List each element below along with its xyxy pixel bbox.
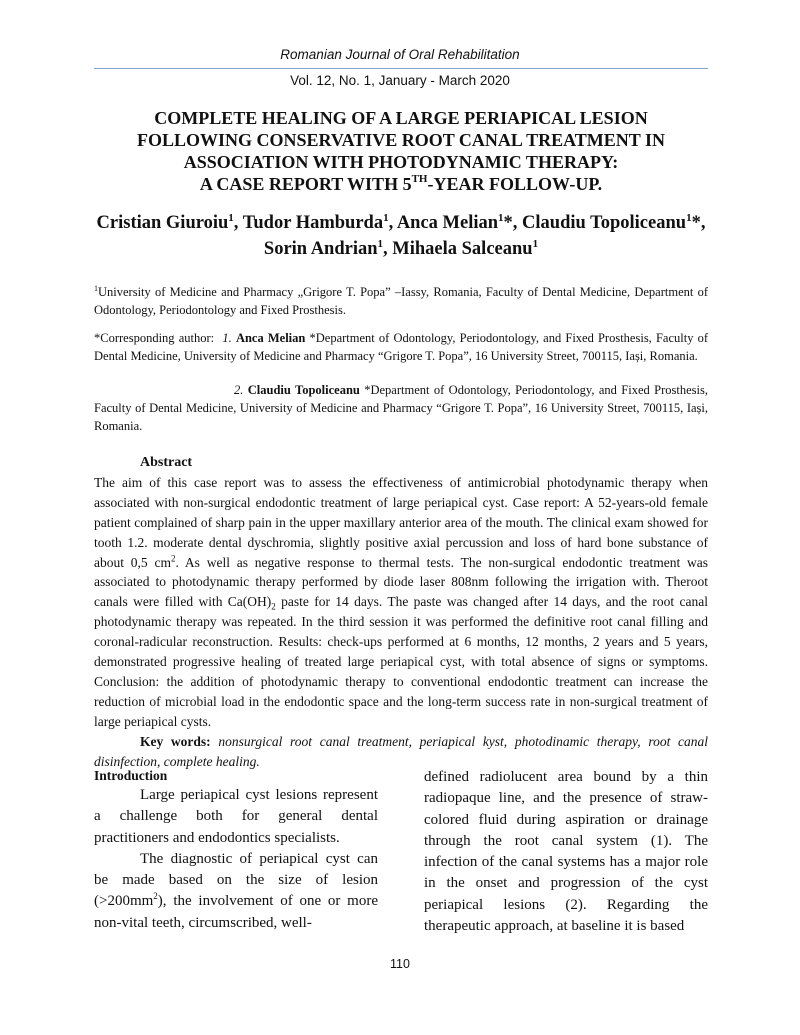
corresponding-author-1: *Corresponding author: 1. Anca Melian *Department of Odontology, Periodontology, and Fixed Prosthesis, Faculty of Dental Medicine, University of Medicine and Pharmacy “Grigore T. Popa”, 16 University Street, 700115, Iași, Romania. bbox=[94, 331, 709, 363]
intro-right-column bbox=[424, 767, 708, 937]
author-name: Cristian Giuroiu bbox=[96, 213, 229, 233]
corresponding-name: Claudiu Topoliceanu bbox=[247, 383, 360, 397]
page-number: 110 bbox=[390, 957, 410, 971]
author-name: Anca Melian bbox=[396, 213, 499, 233]
paragraph: Large periapical cyst lesions represent a challenge both for general dental practitioners and endodontics specialists. bbox=[94, 787, 378, 846]
abstract bbox=[94, 453, 708, 772]
volume-info: Vol. 12, No. 1, January - March 2020 bbox=[290, 73, 510, 88]
corresponding-author-2: 2. Claudiu Topoliceanu *Department of Odontology, Periodontology, and Fixed Prosthesis, Faculty of Dental Medicine, University of Medicine and Pharmacy “Grigore T. Popa”, 16 University Street, 700115, Iași, Romania. bbox=[94, 383, 708, 433]
paragraph: The diagnostic of periapical cyst can be made based on the size of lesion $(>200mm^2)$, the involvement of one or more non-vital teeth, circumscribed, well- bbox=[94, 850, 378, 931]
paper-title bbox=[94, 107, 708, 195]
journal-name: Romanian Journal of Oral Rehabilitation bbox=[280, 47, 520, 62]
intro-left-column bbox=[94, 767, 378, 934]
keywords: nonsurgical root canal treatment, periapical kyst, photodinamic therapy, root canal disinfection, complete healing. bbox=[94, 733, 708, 769]
section-heading: Introduction bbox=[94, 768, 168, 783]
abstract-heading: Abstract bbox=[140, 455, 193, 470]
title-line-2: FOLLOWING CONSERVATIVE ROOT CANAL TREATMENT IN bbox=[137, 130, 665, 150]
title-line-3: ASSOCIATION WITH PHOTODYNAMIC THERAPY: bbox=[183, 152, 619, 172]
author-line-2: Sorin Andrian$^1$, Mihaela Salceanu$^1$ bbox=[263, 237, 539, 259]
header-rule bbox=[94, 68, 708, 69]
affiliation: $^1$University of Medicine and Pharmacy „Grigore T. Popa” –Iassy, Romania, Faculty of Dental Medicine, Department of Odontology, Periodontology and Fixed Prosthesis. bbox=[94, 283, 708, 317]
title-line-4: A CASE REPORT WITH 5TH-YEAR FOLLOW-UP. bbox=[199, 173, 603, 194]
author-line-1: Cristian Giuroiu$^1$, Tudor Hamburda$^1$, Anca Melian$^1$*, Claudiu Topoliceanu$^1$*, bbox=[96, 211, 706, 233]
author-list bbox=[80, 210, 722, 262]
author-name: Mihaela Salceanu bbox=[392, 239, 533, 259]
title-line-1: COMPLETE HEALING OF A LARGE PERIAPICAL LESION bbox=[154, 108, 648, 128]
paragraph: defined radiolucent area bound by a thin radiopaque line, and the presence of straw-colored fluid during aspiration or drainage through the root canal system (1). The infection of the canal systems has a major role in the onset and progression of the cyst periapical lesions (2). Regarding the therapeutic approach, at baseline it is based bbox=[424, 769, 708, 935]
author-name: Claudiu Topoliceanu bbox=[522, 213, 687, 233]
author-name: Sorin Andrian bbox=[263, 239, 378, 259]
keywords-label: Key words: bbox=[140, 733, 211, 749]
author-name: Tudor Hamburda bbox=[242, 213, 384, 233]
corresponding-name: Anca Melian bbox=[235, 331, 306, 345]
abstract-body: The aim of this case report was to assess the effectiveness of antimicrobial photodynamic therapy when associated with non-surgical endodontic treatment of large periapical cyst. Case report: A 52-years-old female patient complained of sharp pain in the upper maxillary anterior area of the mouth. The clinical exam showed for tooth 1.2. moderate dental dyschromia, slightly positive axial percussion and loss of hard bone substance of about 0,5 $cm^2$. As well as negative response to thermal tests. The non-surgical endodontic treatment was associated to photodynamic therapy performed by diode laser 808nm following the irrigation with. Theroot canals were filled with $Ca(OH)_2$ paste for 14 days. The paste was changed after 14 days, and the root canal photodynamic therapy was repeated. In the third session it was performed the definitive root canal filling and coronal-radicular reconstruction. Results: check-ups performed at 6 months, 12 months, 2 years and 5 years, demonstrated progressive healing of treated large periapical cyst, with total absence of signs or symptoms. Conclusion: the addition of photodynamic therapy to conventional endodontic treatment can increase the reduction of microbial load in the endodontic space and the long-term success rate in non-surgical treatment of large periapical cysts. bbox=[94, 474, 708, 729]
